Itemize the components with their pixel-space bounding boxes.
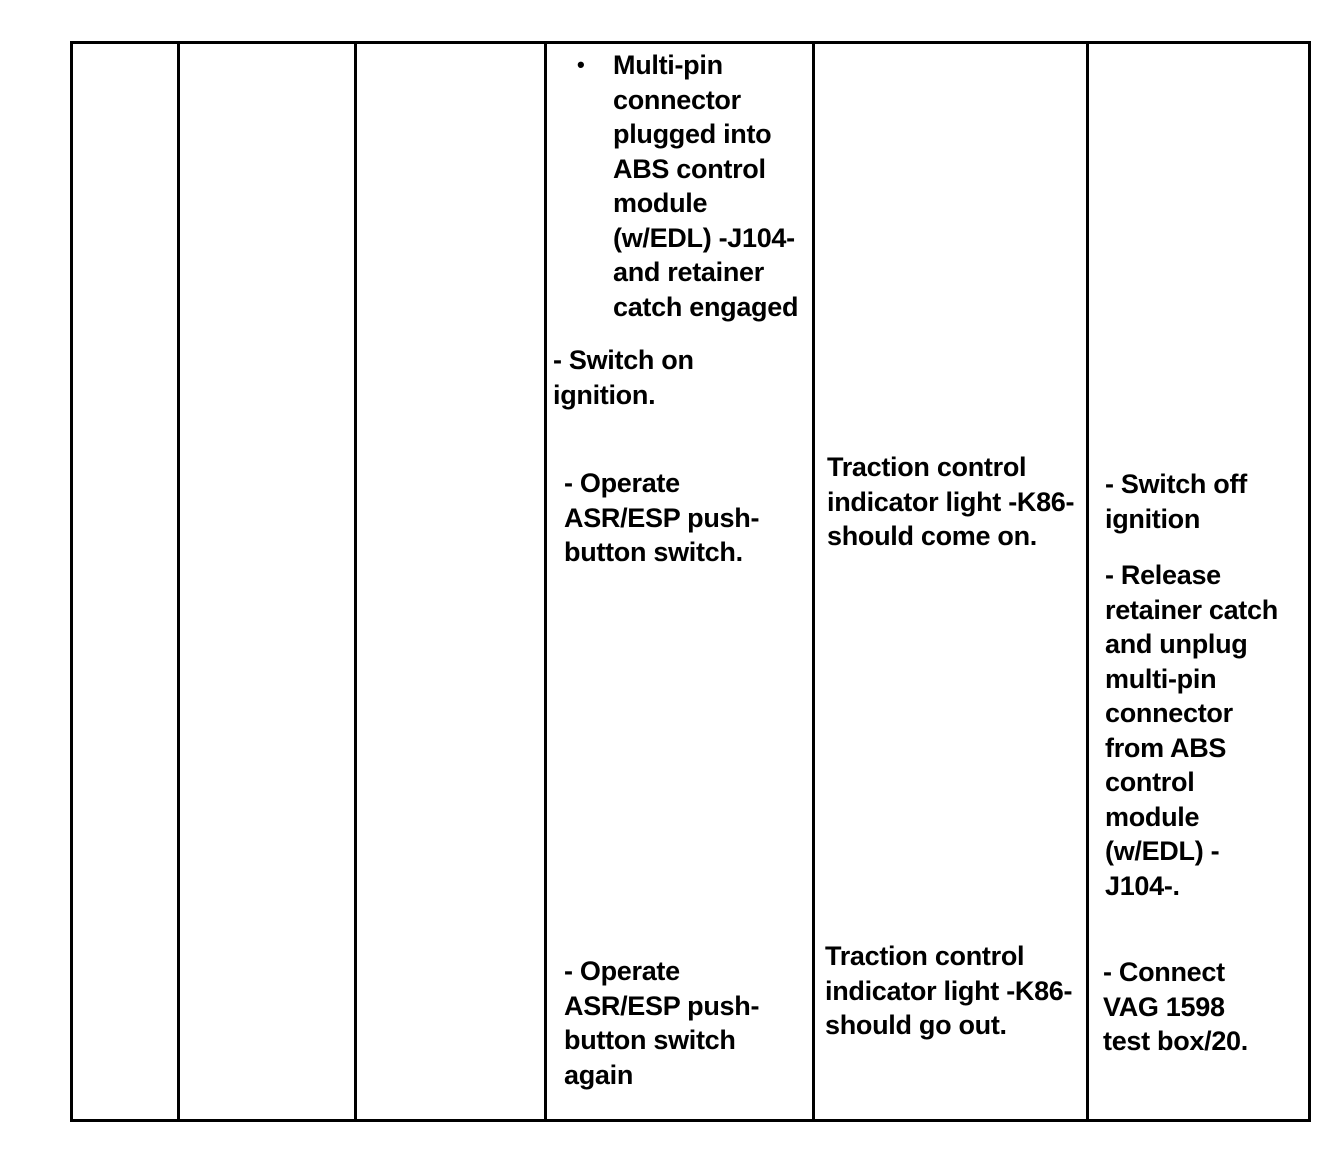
- step-switch-on-ignition: - Switch on ignition.: [553, 345, 694, 410]
- step-operate-switch: - Operate ASR/ESP push- button switch.: [564, 468, 760, 567]
- action-release-catch: - Release retainer catch and unplug multi-pin connector from ABS control module (w/EDL) - J104-.: [1105, 560, 1278, 901]
- table-cell-test-conditions: [546, 43, 814, 1121]
- bullet-text: Multi-pin connector plugged into ABS control module (w/EDL) -J104- and retainer catch engaged: [613, 50, 799, 322]
- table-cell-col1: [72, 43, 179, 1121]
- bullet-icon: •: [577, 52, 585, 77]
- result-light-on: Traction control indicator light -K86- should come on.: [827, 452, 1075, 551]
- step-operate-switch-again: - Operate ASR/ESP push- button switch again: [564, 956, 760, 1090]
- table-cell-specified-result: [814, 43, 1088, 1121]
- action-switch-off-ignition: - Switch off ignition: [1105, 469, 1247, 534]
- list-item: [577, 48, 808, 324]
- test-procedure-table: [70, 41, 1311, 1122]
- action-connect-test-box: - Connect VAG 1598 test box/20.: [1103, 957, 1248, 1056]
- result-light-off: Traction control indicator light -K86- should go out.: [825, 941, 1073, 1040]
- table-cell-actions: [1088, 43, 1310, 1121]
- table-cell-col3: [356, 43, 546, 1121]
- table-cell-col2: [179, 43, 356, 1121]
- table-row: [72, 43, 1310, 1121]
- bullet-list: [577, 48, 808, 324]
